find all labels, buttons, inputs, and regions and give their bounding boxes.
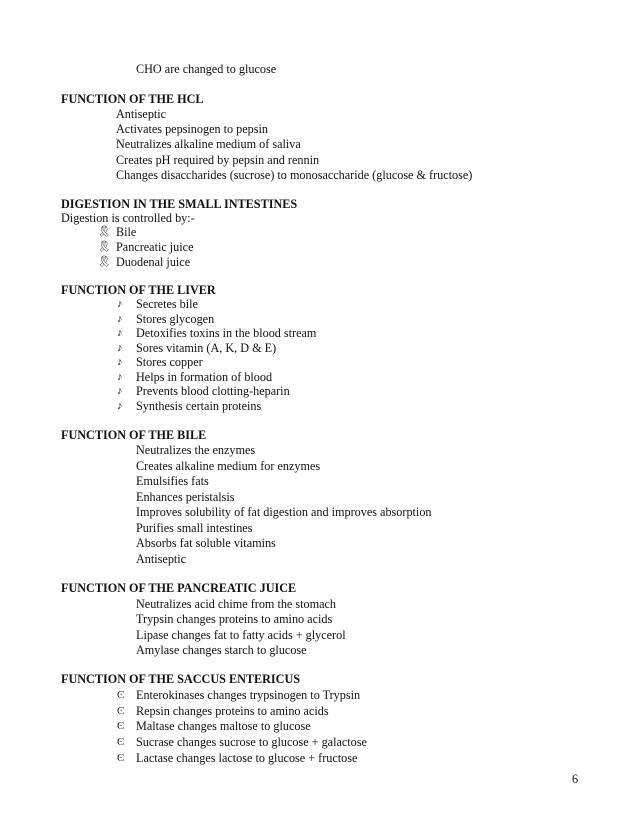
section-heading: FUNCTION OF THE SACCUS ENTERICUS (61, 672, 301, 686)
list-item: Neutralizes acid chime from the stomach (136, 597, 336, 611)
list-item: Absorbs fat soluble vitamins (136, 536, 276, 550)
list-item: Trypsin changes proteins to amino acids (136, 612, 333, 626)
music-note-bullet-icon: ♪ (117, 327, 123, 339)
list-item: Pancreatic juice (116, 240, 194, 254)
section-intro: Digestion is controlled by:- (61, 211, 195, 225)
list-item: Neutralizes the enzymes (136, 443, 256, 457)
c-bullet-icon: Ͼ (117, 689, 125, 701)
list-item: Secretes bile (136, 297, 198, 311)
list-item: Detoxifies toxins in the blood stream (136, 326, 317, 340)
ribbon-bullet-icon: 🎗 (97, 256, 111, 268)
section-heading: FUNCTION OF THE PANCREATIC JUICE (61, 581, 297, 595)
list-item: Prevents blood clotting-heparin (136, 384, 290, 398)
list-item: Maltase changes maltose to glucose (136, 719, 311, 733)
list-item: Bile (116, 225, 137, 239)
section-heading: FUNCTION OF THE HCL (61, 92, 204, 106)
list-item: Sucrase changes sucrose to glucose + galactose (136, 735, 367, 749)
list-item: Synthesis certain proteins (136, 399, 262, 413)
list-item: Repsin changes proteins to amino acids (136, 704, 329, 718)
section-heading: FUNCTION OF THE LIVER (61, 283, 216, 297)
list-item: Stores glycogen (136, 312, 215, 326)
list-item: Antiseptic (136, 552, 187, 566)
ribbon-bullet-icon: 🎗 (97, 241, 111, 253)
music-note-bullet-icon: ♪ (117, 356, 123, 368)
page-number: 6 (572, 772, 579, 786)
list-item: Purifies small intestines (136, 521, 253, 535)
list-item: Lactase changes lactose to glucose + fructose (136, 751, 358, 765)
ribbon-bullet-icon: 🎗 (97, 226, 111, 238)
music-note-bullet-icon: ♪ (117, 342, 123, 354)
c-bullet-icon: Ͼ (117, 705, 125, 717)
list-item: CHO are changed to glucose (136, 62, 277, 76)
list-item: Duodenal juice (116, 255, 191, 269)
list-item: Emulsifies fats (136, 474, 209, 488)
list-item: Neutralizes alkaline medium of saliva (116, 137, 301, 151)
c-bullet-icon: Ͼ (117, 736, 125, 748)
list-item: Sores vitamin (A, K, D & E) (136, 341, 277, 355)
list-item: Lipase changes fat to fatty acids + glycerol (136, 628, 346, 642)
music-note-bullet-icon: ♪ (117, 313, 123, 325)
section-heading: FUNCTION OF THE BILE (61, 428, 207, 442)
list-item: Enhances peristalsis (136, 490, 235, 504)
list-item: Amylase changes starch to glucose (136, 643, 307, 657)
list-item: Enterokinases changes trypsinogen to Trypsin (136, 688, 361, 702)
list-item: Creates pH required by pepsin and rennin (116, 153, 320, 167)
list-item: Improves solubility of fat digestion and improves absorption (136, 505, 432, 519)
c-bullet-icon: Ͼ (117, 752, 125, 764)
list-item: Stores copper (136, 355, 203, 369)
list-item: Creates alkaline medium for enzymes (136, 459, 321, 473)
music-note-bullet-icon: ♪ (117, 385, 123, 397)
list-item: Changes disaccharides (sucrose) to monosaccharide (glucose & fructose) (116, 168, 473, 182)
music-note-bullet-icon: ♪ (117, 371, 123, 383)
music-note-bullet-icon: ♪ (117, 400, 123, 412)
music-note-bullet-icon: ♪ (117, 298, 123, 310)
section-heading: DIGESTION IN THE SMALL INTESTINES (61, 197, 298, 211)
c-bullet-icon: Ͼ (117, 720, 125, 732)
list-item: Helps in formation of blood (136, 370, 273, 384)
list-item: Activates pepsinogen to pepsin (116, 122, 268, 136)
list-item: Antiseptic (116, 107, 167, 121)
